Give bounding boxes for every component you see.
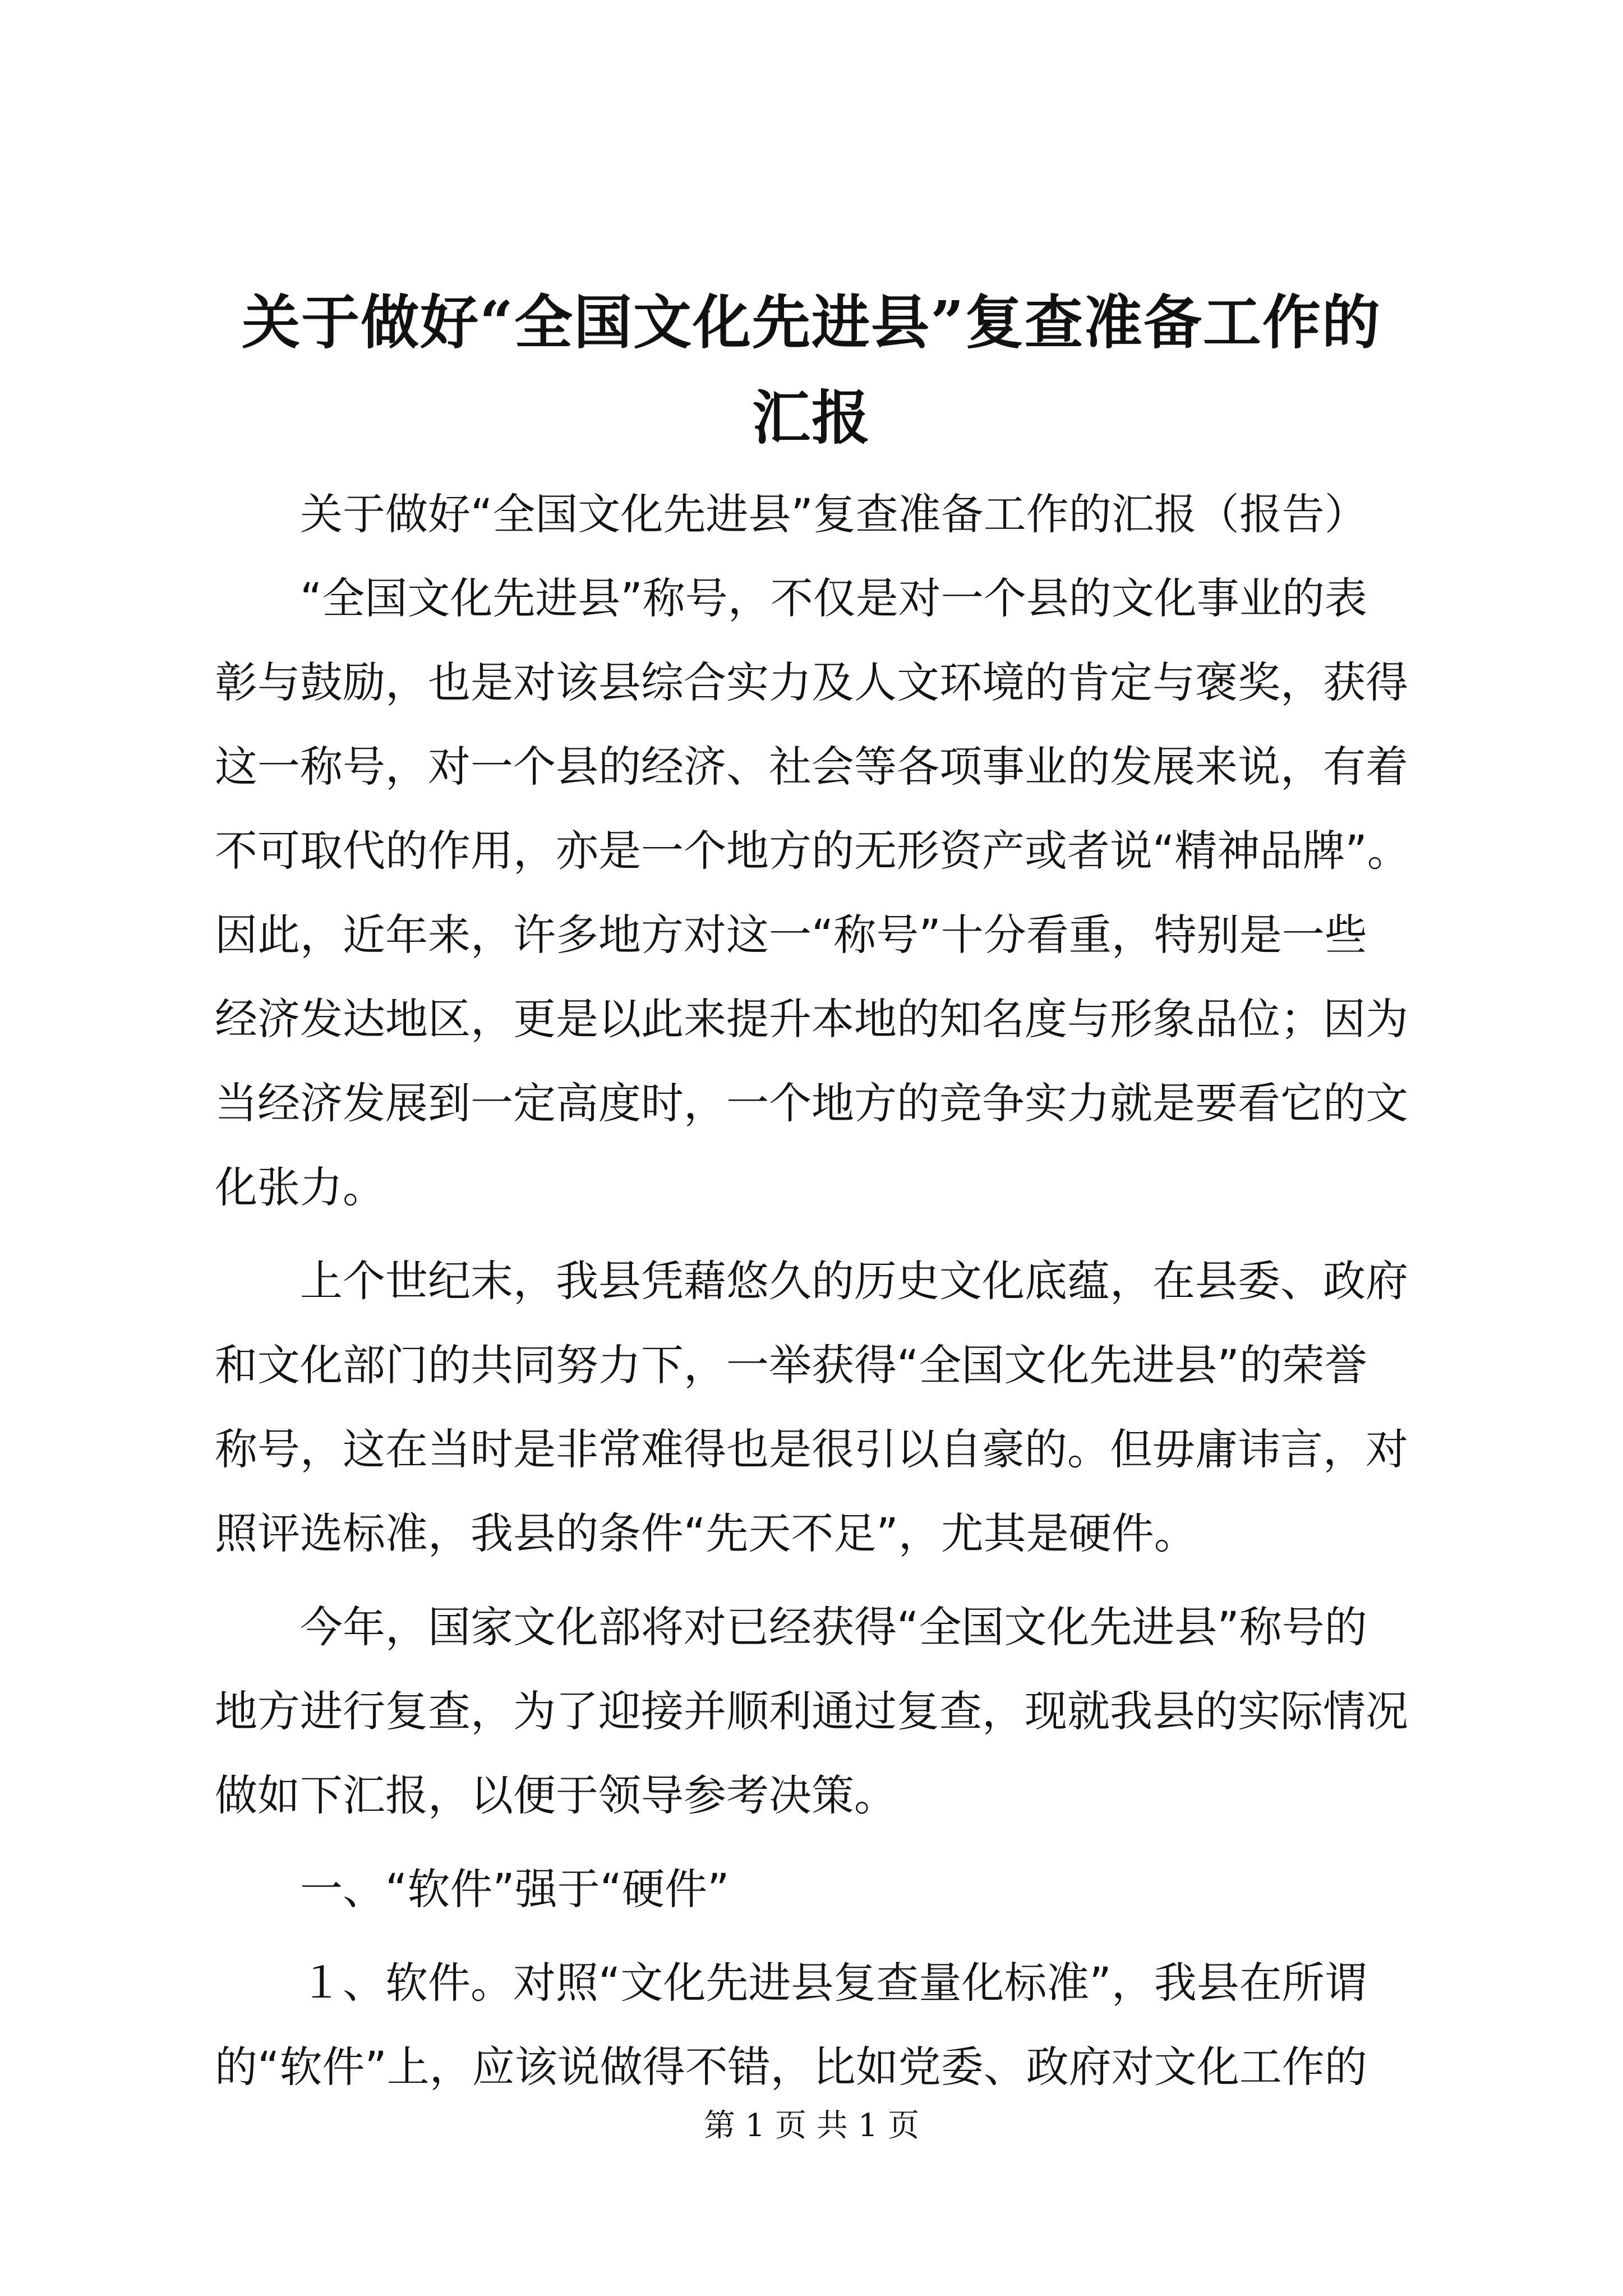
body-line: 地方进行复查，为了迎接并顺利通过复查，现就我县的实际情况 <box>215 1686 1408 1736</box>
body-line: 称号，这在当时是非常难得也是很引以自豪的。但毋庸讳言，对 <box>215 1424 1408 1474</box>
body-line: 做如下汇报，以便于领导参考决策。 <box>215 1770 897 1820</box>
body-line: 经济发达地区，更是以此来提升本地的知名度与形象品位；因为 <box>215 994 1408 1044</box>
body-line: 照评选标准，我县的条件“先天不足”，尤其是硬件。 <box>215 1508 1197 1558</box>
body-line: 因此，近年来，许多地方对这一“称号”十分看重，特别是一些 <box>215 910 1367 960</box>
section-heading: 一、“软件”强于“硬件” <box>215 1864 730 1914</box>
body-line: 和文化部门的共同努力下，一举获得“全国文化先进县”的荣誉 <box>215 1340 1367 1390</box>
body-line: 当经济发展到一定高度时，一个地方的竞争实力就是要看它的文 <box>215 1078 1408 1128</box>
body-line: 不可取代的作用，亦是一个地方的无形资产或者说“精神品牌”。 <box>215 826 1410 876</box>
title-line: 关于做好“全国文化先进县”复查准备工作的 <box>242 288 1381 357</box>
body-line: “全国文化先进县”称号，不仅是对一个县的文化事业的表 <box>215 573 1367 623</box>
body-line: 这一称号，对一个县的经济、社会等各项事业的发展来说，有着 <box>215 742 1408 792</box>
body-line: 化张力。 <box>215 1162 385 1212</box>
body-line: 关于做好“全国文化先进县”复查准备工作的汇报（报告） <box>215 489 1367 539</box>
body-line: １、软件。对照“文化先进县复查量化标准”，我县在所谓 <box>215 1958 1367 2008</box>
title-line: 汇报 <box>751 383 871 452</box>
document-title <box>0 275 1623 466</box>
body-line: 今年，国家文化部将对已经获得“全国文化先进县”称号的 <box>215 1602 1367 1652</box>
body-line: 彰与鼓励，也是对该县综合实力及人文环境的肯定与褒奖，获得 <box>215 657 1408 707</box>
body-line: 的“软件”上，应该说做得不错，比如党委、政府对文化工作的 <box>215 2042 1367 2092</box>
page-footer: 第 1 页 共 1 页 <box>703 2108 920 2144</box>
document-body <box>215 472 1421 2109</box>
body-line: 上个世纪末，我县凭藉悠久的历史文化底蕴，在县委、政府 <box>215 1256 1408 1306</box>
